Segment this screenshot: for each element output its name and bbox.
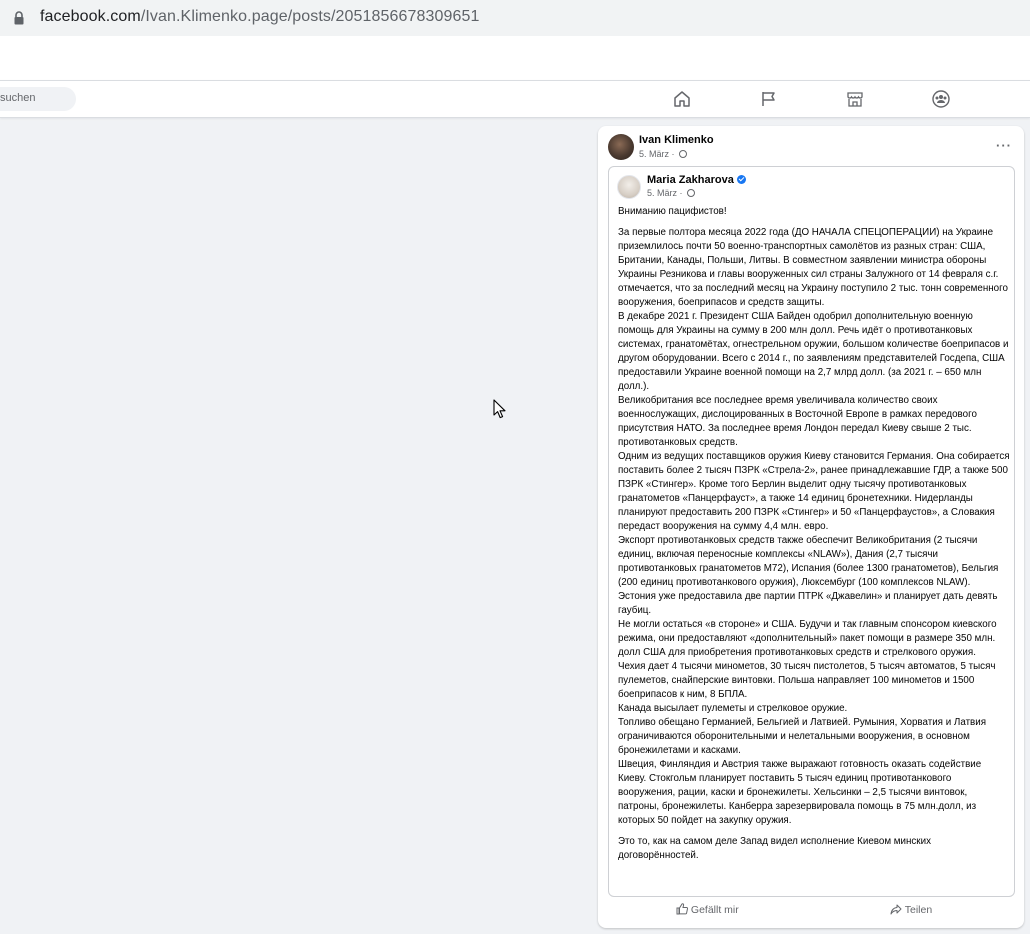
post-actions [598, 903, 1024, 925]
globe-icon [687, 189, 695, 197]
url-host: facebook.com [40, 8, 141, 25]
browser-address-bar[interactable] [0, 0, 1030, 36]
more-options-icon[interactable]: ··· [996, 138, 1012, 153]
lock-icon [14, 11, 24, 25]
post-paragraph: Канада высылает пулеметы и стрелковое оружие. [618, 703, 848, 714]
post-text [618, 205, 1010, 863]
shared-post[interactable] [608, 166, 1015, 897]
shared-post-date[interactable]: 5. März · [647, 188, 695, 198]
globe-icon [679, 150, 687, 158]
marketplace-icon[interactable] [846, 90, 864, 108]
post-paragraph: Швеция, Финляндия и Австрия также выражают готовность оказать содействие Киеву. Стокгольм планирует поставить 5 тысяч единиц противотанкового вооружения, рации, каски и бронежилеты. Хельсинки – 2,5 тысячи винтовок, патроны, бронежилеты. Канберра зарезервировала помощь в 75 млн.долл, из которых 50 пойдет на закупку оружия. [618, 759, 982, 826]
like-button[interactable] [676, 903, 739, 916]
blank-band [0, 36, 1030, 80]
post-paragraph: Одним из ведущих поставщиков оружия Киеву становится Германия. Она собирается поставить более 2 тысяч ПЗРК «Стрела-2», ранее принадлежавшие ГДР, а также 500 ПЗРК «Стингер». Кроме того Берлин выделит одну тысячу противотанковых гранатометов «Панцерфауст», а также 14 единиц бронетехники. Нидерланды планируют предоставить 200 ПЗРК «Стингер» и 50 «Панцерфаустов», а Словакия передаст вооружения на сумму 4,4 млн. евро. [618, 451, 1010, 532]
post-date-text: 5. März [639, 149, 670, 159]
post-author-name[interactable]: Ivan Klimenko [639, 134, 714, 146]
verified-badge-icon [737, 175, 746, 184]
mouse-cursor-icon [493, 399, 507, 419]
search-input[interactable] [0, 87, 76, 111]
post-paragraph: Это то, как на самом деле Запад видел исполнение Киевом минских договорённостей. [618, 836, 931, 861]
post-paragraph: Великобритания все последнее время увеличивала количество своих военнослужащих, дислоцированных в Восточной Европе в рамках передового присутствия НАТО. За последнее время Лондон передал Киеву свыше 2 тыс. противотанковых средств. [618, 395, 977, 448]
shared-author-name-text: Maria Zakharova [647, 174, 734, 186]
like-label: Gefällt mir [690, 904, 739, 916]
facebook-top-nav [0, 80, 1030, 118]
post-paragraph: Вниманию пацифистов! [618, 206, 727, 217]
thumbs-up-icon [676, 903, 688, 915]
share-label: Teilen [904, 904, 933, 916]
post-date[interactable]: 5. März · [639, 149, 687, 159]
post-paragraph: За первые полтора месяца 2022 года (ДО НАЧАЛА СПЕЦОПЕРАЦИИ) на Украине приземлилось почти 50 военно-транспортных самолётов из разных стран: США, Британии, Канады, Польши, Литвы. В совместном заявлении министра обороны Украины Резникова и главы вооруженных сил страны Залужного от 14 февраля с.г. отмечается, что за последний месяц на Украину поступило 2 тыс. тонн современного вооружения, боеприпасов и средств защиты. [618, 227, 1008, 308]
share-arrow-icon [890, 903, 902, 915]
flag-icon[interactable] [760, 90, 778, 108]
post-card [598, 126, 1024, 928]
search-placeholder: suchen [0, 92, 36, 104]
url-text[interactable] [40, 8, 480, 26]
post-paragraph: Не могли остаться «в стороне» и США. Будучи и так главным спонсором киевского режима, они предоставляют «дополнительный» пакет помощи в размере 350 млн. долл США для приобретения противотанковых средств и стрелкового оружия. [618, 619, 997, 658]
home-icon[interactable] [673, 90, 691, 108]
shared-post-date-text: 5. März [647, 188, 678, 198]
post-paragraph: Топливо обещано Германией, Бельгией и Латвией. Румыния, Хорватия и Латвия ограничиваются оборонительными и нелетальными вооружения, в основном бронежилетами и касками. [618, 717, 987, 756]
post-paragraph: В декабре 2021 г. Президент США Байден одобрил дополнительную военную помощь для Украины на сумму в 200 млн долл. Речь идёт о противотанковых системах, гранатомётах, огнестрельном оружии, большом количестве боеприпасов и другом оборудовании. Всего с 2014 г., по заявлениям представителей Госдепа, США предоставили Украине военной помощи на 2,7 млрд долл. (за 2021 г. – 650 млн долл.). [618, 311, 1009, 392]
post-paragraph: Чехия дает 4 тысячи минометов, 30 тысяч пистолетов, 5 тысяч автоматов, 5 тысяч пулеметов, снайперские винтовки. Польша направляет 100 минометов и 1500 боеприпасов к ним, 8 БПЛА. [618, 661, 996, 700]
share-button[interactable] [890, 903, 932, 916]
post-paragraph: Экспорт противотанковых средств также обеспечит Великобритания (2 тысячи единиц, включая переносные комплексы «NLAW»), Дания (2,7 тысячи противотанковых гранатометов M72), Испания (более 1300 гранатометов), Бельгия (200 единиц противотанкового оружия), Люксембург (100 комплексов NLAW). Эстония уже предоставила две партии ПТРК «Джавелин» и планирует дать девять гаубиц. [618, 535, 999, 616]
url-path: /Ivan.Klimenko.page/posts/2051856678309651 [140, 8, 480, 25]
groups-icon[interactable] [932, 90, 950, 108]
author-avatar[interactable] [608, 134, 634, 160]
shared-author-name[interactable] [647, 174, 746, 186]
shared-author-avatar[interactable] [617, 175, 641, 199]
